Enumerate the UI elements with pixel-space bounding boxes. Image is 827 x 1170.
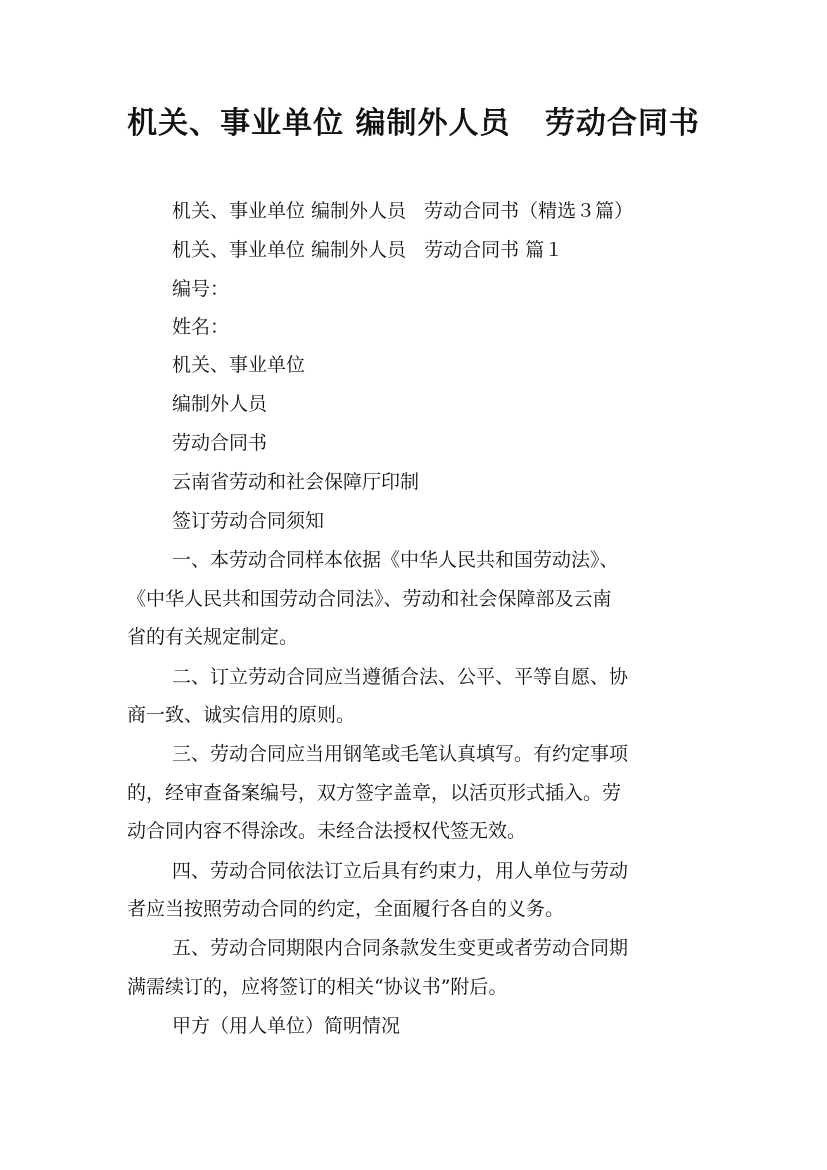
line-cover-staff: 编制外人员 bbox=[172, 393, 268, 415]
line-number-label: 编号： bbox=[172, 278, 230, 300]
document-title: 机关、事业单位 编制外人员 劳动合同书 bbox=[127, 106, 700, 141]
line-cover-org: 机关、事业单位 bbox=[172, 354, 306, 376]
line-notice-1a: 一、本劳动合同样本依据《中华人民共和国劳动法》、 bbox=[172, 549, 619, 571]
line-notice-3b: 的，经审查备案编号，双方签字盖章，以活页形式插入。劳 bbox=[127, 782, 622, 804]
line-notice-1c: 省的有关规定制定。 bbox=[127, 626, 299, 648]
line-party-a-heading: 甲方（用人单位）简明情况 bbox=[172, 1015, 401, 1037]
line-notice-2a: 二、订立劳动合同应当遵循合法、公平、平等自愿、协 bbox=[172, 666, 629, 688]
line-notice-4a: 四、劳动合同依法订立后具有约束力，用人单位与劳动 bbox=[172, 860, 629, 882]
line-notice-4b: 者应当按照劳动合同的约定，全面履行各自的义务。 bbox=[127, 898, 565, 920]
line-notice-1b: 《中华人民共和国劳动合同法》、劳动和社会保障部及云南 bbox=[127, 588, 612, 610]
line-subtitle-selection: 机关、事业单位 编制外人员 劳动合同书（精选３篇） bbox=[172, 200, 634, 222]
line-notice-5b: 满需续订的，应将签订的相关“协议书”附后。 bbox=[127, 976, 508, 998]
line-notice-5a: 五、劳动合同期限内合同条款发生变更或者劳动合同期 bbox=[172, 937, 629, 959]
line-cover-publisher: 云南省劳动和社会保障厅印制 bbox=[172, 471, 420, 493]
line-name-label: 姓名： bbox=[172, 316, 230, 338]
line-notice-3a: 三、劳动合同应当用钢笔或毛笔认真填写。有约定事项 bbox=[172, 743, 629, 765]
line-notice-3c: 动合同内容不得涂改。未经合法授权代签无效。 bbox=[127, 820, 527, 842]
line-notice-heading: 签订劳动合同须知 bbox=[172, 510, 325, 532]
line-notice-2b: 商一致、诚实信用的原则。 bbox=[127, 704, 356, 726]
line-cover-contract: 劳动合同书 bbox=[172, 432, 268, 454]
line-subtitle-part1: 机关、事业单位 编制外人员 劳动合同书 篇１ bbox=[172, 239, 564, 261]
